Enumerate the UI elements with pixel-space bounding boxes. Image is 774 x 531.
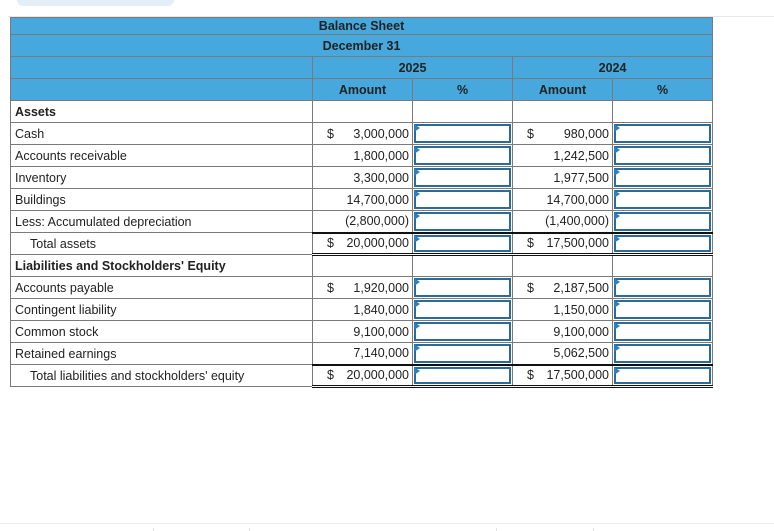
input-flag-icon [614, 300, 620, 308]
amount-2024 [513, 277, 613, 299]
top-toolbar-pill [17, 0, 174, 6]
table-row [11, 123, 713, 145]
amount-value: 3,000,000 [353, 126, 409, 141]
percent-2025-input[interactable] [413, 123, 513, 145]
table-row [11, 343, 713, 365]
amount-value: 1,150,000 [553, 302, 609, 317]
row-label: Common stock [11, 321, 313, 343]
table-row [11, 167, 713, 189]
amount-2025 [313, 167, 413, 189]
section-heading-row [11, 101, 713, 123]
percent-2025-input[interactable] [413, 321, 513, 343]
header-year-row [11, 57, 713, 79]
amount-2024 [513, 145, 613, 167]
amount-2025 [313, 343, 413, 365]
amount-value: 17,500,000 [546, 368, 609, 383]
percent-2024-input[interactable] [613, 145, 713, 167]
dollar-sign: $ [527, 280, 534, 295]
percent-2024-input[interactable] [613, 233, 713, 255]
percent-input-field[interactable] [614, 212, 711, 231]
section-heading-assets: Assets [11, 101, 313, 123]
row-label: Contingent liability [11, 299, 313, 321]
dollar-sign: $ [527, 368, 534, 383]
empty-cell [413, 101, 513, 123]
input-flag-icon [614, 344, 620, 352]
percent-input-field[interactable] [414, 212, 511, 231]
total-assets-2024 [513, 233, 613, 255]
input-flag-icon [614, 322, 620, 330]
input-flag-icon [414, 190, 420, 198]
total-assets-label: Total assets [11, 233, 313, 255]
percent-2025-input[interactable] [413, 277, 513, 299]
header-date-row [11, 35, 713, 57]
total-liabilities-equity-2024 [513, 365, 613, 387]
amount-value: 14,700,000 [546, 192, 609, 207]
input-flag-icon [414, 367, 420, 375]
empty-cell [613, 101, 713, 123]
percent-2025-input[interactable] [413, 365, 513, 387]
total-liabilities-equity-2025 [313, 365, 413, 387]
table-row [11, 299, 713, 321]
dollar-sign: $ [527, 236, 534, 251]
percent-2024-input[interactable] [613, 167, 713, 189]
amount-value: 20,000,000 [346, 236, 409, 251]
amount-value: 7,140,000 [353, 346, 409, 361]
year-2024-header: 2024 [513, 57, 713, 79]
percent-input-field[interactable] [414, 367, 511, 385]
sheet-title: Balance Sheet [11, 18, 713, 35]
percent-input-field[interactable] [614, 146, 711, 165]
percent-2025-header: % [413, 79, 513, 101]
section-heading-liabilities: Liabilities and Stockholders' Equity [11, 255, 313, 277]
amount-value: 1,920,000 [353, 280, 409, 295]
dollar-sign: $ [327, 280, 334, 295]
header-blank [11, 57, 313, 79]
amount-2025 [313, 299, 413, 321]
dollar-sign: $ [527, 126, 534, 141]
input-flag-icon [614, 168, 620, 176]
percent-2024-input[interactable] [613, 277, 713, 299]
amount-2025 [313, 145, 413, 167]
dollar-sign: $ [327, 368, 334, 383]
row-label: Retained earnings [11, 343, 313, 365]
empty-cell [513, 255, 613, 277]
percent-input-field[interactable] [614, 168, 711, 187]
empty-cell [513, 101, 613, 123]
amount-2025 [313, 211, 413, 233]
amount-2025-header: Amount [313, 79, 413, 101]
amount-2024 [513, 299, 613, 321]
row-label: Buildings [11, 189, 313, 211]
year-2025-header: 2025 [313, 57, 513, 79]
input-flag-icon [414, 235, 420, 243]
percent-input-field[interactable] [414, 344, 511, 363]
amount-value: (2,800,000) [345, 214, 409, 229]
input-flag-icon [614, 146, 620, 154]
input-flag-icon [414, 212, 420, 220]
amount-2025 [313, 321, 413, 343]
percent-2025-input[interactable] [413, 167, 513, 189]
input-flag-icon [614, 124, 620, 132]
percent-2025-input[interactable] [413, 299, 513, 321]
percent-2025-input[interactable] [413, 189, 513, 211]
amount-value: 1,977,500 [553, 170, 609, 185]
percent-input-field[interactable] [414, 190, 511, 209]
percent-input-field[interactable] [614, 300, 711, 319]
percent-input-field[interactable] [414, 278, 511, 297]
percent-2024-input[interactable] [613, 189, 713, 211]
amount-2025 [313, 189, 413, 211]
amount-2024 [513, 211, 613, 233]
row-label: Cash [11, 123, 313, 145]
percent-input-field[interactable] [614, 322, 711, 341]
sheet-date: December 31 [11, 35, 713, 57]
percent-input-field[interactable] [614, 124, 711, 143]
percent-input-field[interactable] [614, 190, 711, 209]
table-row [11, 145, 713, 167]
percent-input-field[interactable] [414, 124, 511, 143]
empty-cell [313, 101, 413, 123]
input-flag-icon [614, 278, 620, 286]
empty-cell [313, 255, 413, 277]
amount-value: 9,100,000 [553, 324, 609, 339]
amount-value: 2,187,500 [553, 280, 609, 295]
balance-sheet-table [10, 17, 713, 388]
empty-cell [413, 255, 513, 277]
percent-2024-input[interactable] [613, 299, 713, 321]
amount-value: 1,242,500 [553, 148, 609, 163]
amount-value: 17,500,000 [546, 236, 609, 251]
table-row [11, 211, 713, 233]
percent-input-field[interactable] [414, 168, 511, 187]
divider [0, 523, 774, 524]
percent-input-field[interactable] [614, 278, 711, 297]
percent-2025-input[interactable] [413, 233, 513, 255]
percent-input-field[interactable] [414, 146, 511, 165]
row-label: Accounts receivable [11, 145, 313, 167]
input-flag-icon [414, 278, 420, 286]
input-flag-icon [414, 322, 420, 330]
amount-value: 3,300,000 [353, 170, 409, 185]
amount-value: 14,700,000 [346, 192, 409, 207]
input-flag-icon [614, 212, 620, 220]
percent-2024-input[interactable] [613, 211, 713, 233]
percent-2024-header: % [613, 79, 713, 101]
input-flag-icon [414, 300, 420, 308]
table-row [11, 277, 713, 299]
total-row [11, 233, 713, 255]
total-liabilities-equity-label: Total liabilities and stockholders' equity [11, 365, 313, 387]
percent-2024-input[interactable] [613, 365, 713, 387]
amount-2024-header: Amount [513, 79, 613, 101]
percent-input-field[interactable] [614, 235, 711, 253]
empty-cell [613, 255, 713, 277]
dollar-sign: $ [327, 126, 334, 141]
percent-2024-input[interactable] [613, 123, 713, 145]
amount-2024 [513, 123, 613, 145]
amount-2024 [513, 321, 613, 343]
percent-input-field[interactable] [414, 235, 511, 253]
amount-value: 1,800,000 [353, 148, 409, 163]
table-row [11, 321, 713, 343]
row-label: Less: Accumulated depreciation [11, 211, 313, 233]
section-heading-row [11, 255, 713, 277]
percent-2025-input[interactable] [413, 343, 513, 365]
amount-value: (1,400,000) [545, 214, 609, 229]
percent-2024-input[interactable] [613, 321, 713, 343]
header-column-row [11, 79, 713, 101]
total-assets-2025 [313, 233, 413, 255]
percent-input-field[interactable] [414, 300, 511, 319]
amount-value: 980,000 [563, 126, 609, 141]
amount-value: 5,062,500 [553, 346, 609, 361]
dollar-sign: $ [327, 236, 334, 251]
percent-2025-input[interactable] [413, 145, 513, 167]
row-label: Inventory [11, 167, 313, 189]
input-flag-icon [614, 235, 620, 243]
amount-2025 [313, 277, 413, 299]
percent-input-field[interactable] [414, 322, 511, 341]
input-flag-icon [614, 190, 620, 198]
input-flag-icon [414, 146, 420, 154]
amount-2024 [513, 167, 613, 189]
input-flag-icon [414, 344, 420, 352]
header-blank [11, 79, 313, 101]
row-label: Accounts payable [11, 277, 313, 299]
amount-2024 [513, 343, 613, 365]
input-flag-icon [614, 367, 620, 375]
input-flag-icon [414, 168, 420, 176]
total-row [11, 365, 713, 387]
amount-2025 [313, 123, 413, 145]
amount-value: 1,840,000 [353, 302, 409, 317]
amount-value: 9,100,000 [353, 324, 409, 339]
amount-2024 [513, 189, 613, 211]
header-title-row [11, 18, 713, 35]
table-row [11, 189, 713, 211]
percent-input-field[interactable] [614, 344, 711, 363]
amount-value: 20,000,000 [346, 368, 409, 383]
input-flag-icon [414, 124, 420, 132]
percent-2024-input[interactable] [613, 343, 713, 365]
percent-2025-input[interactable] [413, 211, 513, 233]
percent-input-field[interactable] [614, 367, 711, 385]
